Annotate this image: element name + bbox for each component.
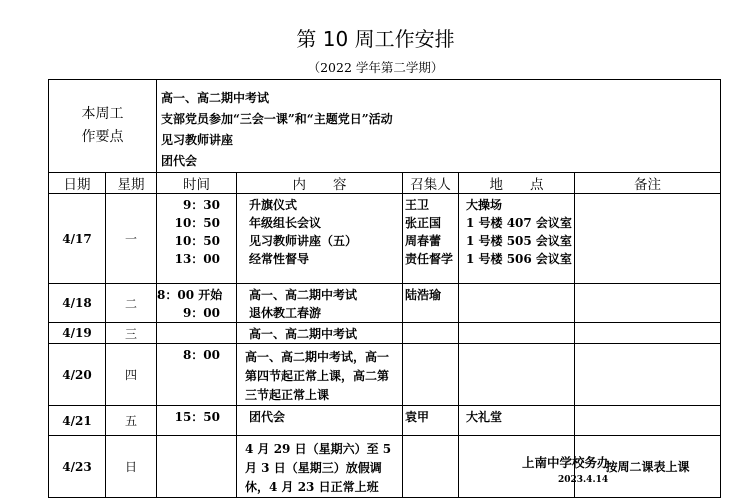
table-row [49, 436, 721, 498]
row-places [459, 323, 575, 344]
focus-item: 见习教师讲座 [161, 133, 234, 147]
row-contents [237, 344, 403, 406]
time-entry: 10：50 [174, 216, 220, 230]
row-weekday: 日 [106, 436, 157, 498]
row-weekday: 四 [106, 344, 157, 406]
row-date: 4/18 [49, 284, 106, 323]
content-entry: 年级组长会议 [249, 216, 322, 230]
table-row [49, 194, 721, 284]
content-entry: 高一、高二期中考试，高一第四节起正常上课，高二第三节起正常上课 [245, 350, 390, 402]
row-times [157, 323, 237, 344]
focus-label-line: 本周工 [81, 106, 124, 122]
row-places [459, 194, 575, 284]
row-date: 4/21 [49, 406, 106, 436]
header-remark: 备注 [575, 173, 721, 194]
row-weekday: 二 [106, 284, 157, 323]
header-time: 时间 [157, 173, 237, 194]
time-entry: 9：00 [182, 306, 220, 320]
time-entry: 10：50 [174, 234, 220, 248]
row-hosts [403, 194, 459, 284]
content-entry: 经常性督导 [249, 252, 310, 266]
row-hosts [403, 436, 459, 498]
place-entry: 1 号楼 506 会议室 [466, 252, 572, 266]
row-times [157, 194, 237, 284]
host-entry: 周春蕾 [405, 234, 442, 248]
table-row [49, 284, 721, 323]
row-places [459, 344, 575, 406]
row-hosts [403, 344, 459, 406]
host-entry: 陆浩瑜 [405, 288, 442, 302]
time-entry: 9：30 [182, 198, 220, 212]
row-remark [575, 344, 721, 406]
row-contents [237, 323, 403, 344]
place-entry: 1 号楼 505 会议室 [466, 234, 572, 248]
header-row [49, 173, 721, 194]
header-content: 内 容 [237, 173, 403, 194]
row-places [459, 406, 575, 436]
row-times [157, 436, 237, 498]
place-entry: 1 号楼 407 会议室 [466, 216, 572, 230]
issue-date: 2023.4.14 [558, 475, 609, 485]
schedule-table [48, 79, 721, 498]
row-remark [575, 284, 721, 323]
time-entry: 8：00 开始 [157, 288, 223, 302]
row-times [157, 284, 237, 323]
focus-items-cell [157, 80, 721, 173]
time-entry: 8：00 [182, 348, 220, 362]
header-place: 地 点 [459, 173, 575, 194]
row-weekday: 三 [106, 323, 157, 344]
row-contents [237, 284, 403, 323]
header-host: 召集人 [403, 173, 459, 194]
row-weekday: 五 [106, 406, 157, 436]
host-entry: 袁甲 [405, 410, 430, 424]
row-date: 4/17 [49, 194, 106, 284]
focus-item: 高一、高二期中考试 [161, 91, 270, 105]
header-date: 日期 [49, 173, 106, 194]
place-entry: 大操场 [466, 198, 503, 212]
row-places [459, 284, 575, 323]
table-row [49, 406, 721, 436]
focus-item: 团代会 [161, 154, 198, 168]
row-contents [237, 406, 403, 436]
focus-item: 支部党员参加“三会一课”和“主题党日”活动 [161, 112, 393, 126]
issuing-office: 上南中学校务办 [522, 455, 610, 470]
row-contents [237, 436, 403, 498]
row-date: 4/23 [49, 436, 106, 498]
content-entry: 见习教师讲座（五） [249, 234, 358, 248]
row-hosts [403, 406, 459, 436]
time-entry: 15：50 [174, 410, 220, 424]
row-times [157, 406, 237, 436]
row-date: 4/19 [49, 323, 106, 344]
focus-row [49, 80, 721, 173]
content-entry: 高一、高二期中考试 [249, 288, 358, 302]
page-subtitle: （2022 学年第二学期） [307, 60, 444, 75]
content-entry: 退休教工春游 [249, 306, 322, 320]
focus-label-line: 作要点 [81, 129, 124, 145]
header-weekday: 星期 [106, 173, 157, 194]
row-contents [237, 194, 403, 284]
row-remark: 按周二课表上课 [575, 436, 721, 498]
place-entry: 大礼堂 [466, 410, 503, 424]
content-entry: 升旗仪式 [249, 198, 298, 212]
row-date: 4/20 [49, 344, 106, 406]
row-remark [575, 323, 721, 344]
host-entry: 责任督学 [405, 252, 454, 266]
content-entry: 高一、高二期中考试 [249, 327, 358, 341]
row-remark [575, 406, 721, 436]
row-hosts [403, 284, 459, 323]
table-row [49, 323, 721, 344]
table-row [49, 344, 721, 406]
host-entry: 王卫 [405, 198, 430, 212]
row-weekday: 一 [106, 194, 157, 284]
host-entry: 张正国 [405, 216, 442, 230]
row-remark [575, 194, 721, 284]
content-entry: 团代会 [249, 410, 286, 424]
row-hosts [403, 323, 459, 344]
content-entry: 4 月 29 日（星期六）至 5 月 3 日（星期三）放假调休，4 月 23 日正常上班 [245, 442, 392, 494]
page-title: 第 10 周工作安排 [296, 27, 455, 51]
focus-label-cell [49, 80, 157, 173]
time-entry: 13：00 [174, 252, 220, 266]
row-times [157, 344, 237, 406]
